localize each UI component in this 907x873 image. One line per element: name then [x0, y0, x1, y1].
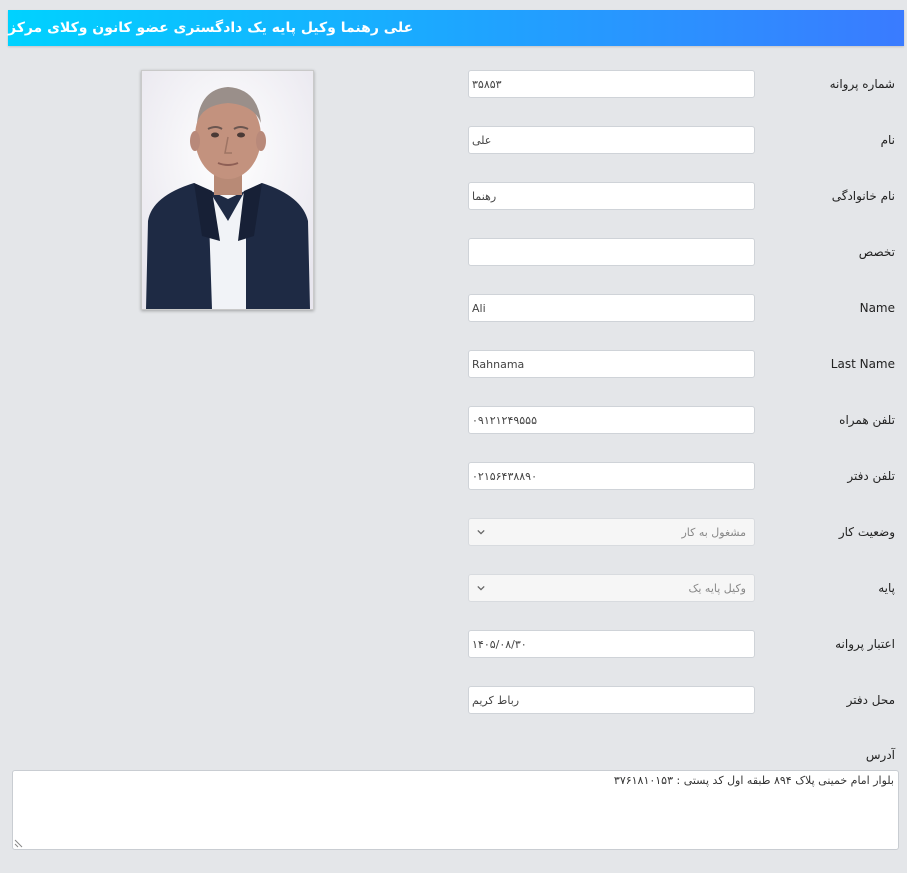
page-header [8, 10, 904, 46]
chevron-down-icon [477, 528, 485, 536]
person-portrait-image [142, 71, 313, 309]
office-phone-field[interactable] [468, 462, 755, 490]
lawyer-photo [141, 70, 314, 310]
last-name-en-value: Rahnama [472, 357, 525, 371]
address-textarea[interactable] [12, 770, 899, 850]
license-number-label: شماره پروانه [829, 77, 895, 91]
mobile-field[interactable] [468, 406, 755, 434]
address-label: آدرس [865, 748, 895, 762]
work-status-select[interactable] [468, 518, 755, 546]
office-location-field[interactable] [468, 686, 755, 714]
office-location-label: محل دفتر [846, 693, 895, 707]
resize-grip-icon[interactable] [14, 839, 23, 848]
first-name-label: نام [880, 133, 895, 147]
first-name-value: علی [472, 133, 492, 147]
work-status-value: مشغول به کار [681, 525, 746, 539]
address-value: بلوار امام خمینی پلاک ۸۹۴ طبقه اول کد پستی : ۳۷۶۱۸۱۰۱۵۳ [613, 774, 894, 787]
license-validity-field[interactable] [468, 630, 755, 658]
grade-label: پایه [878, 581, 895, 595]
last-name-field[interactable] [468, 182, 755, 210]
last-name-label: نام خانوادگی [831, 189, 895, 203]
last-name-value: رهنما [472, 189, 497, 203]
name-en-field[interactable] [468, 294, 755, 322]
grade-select[interactable] [468, 574, 755, 602]
last-name-en-label: Last Name [830, 357, 895, 371]
license-validity-value: ۱۴۰۵/۰۸/۳۰ [472, 637, 527, 651]
page-title: علی رهنما وکیل پایه یک دادگستری عضو کانون وکلای مرکز [8, 20, 414, 36]
license-validity-label: اعتبار پروانه [835, 637, 895, 651]
office-phone-value: ۰۲۱۵۶۴۳۸۸۹۰ [472, 469, 537, 483]
grade-value: وکیل پایه یک [688, 581, 746, 595]
mobile-value: ۰۹۱۲۱۲۴۹۵۵۵ [472, 413, 537, 427]
last-name-en-field[interactable] [468, 350, 755, 378]
mobile-label: تلفن همراه [839, 413, 895, 427]
first-name-field[interactable] [468, 126, 755, 154]
chevron-down-icon [477, 584, 485, 592]
office-location-value: رباط کریم [472, 693, 520, 707]
name-en-label: Name [859, 301, 895, 315]
specialty-label: تخصص [858, 245, 895, 259]
name-en-value: Ali [472, 301, 486, 315]
specialty-field[interactable] [468, 238, 755, 266]
license-number-field[interactable] [468, 70, 755, 98]
office-phone-label: تلفن دفتر [847, 469, 895, 483]
license-number-value: ۳۵۸۵۳ [472, 77, 502, 91]
work-status-label: وضعیت کار [838, 525, 895, 539]
